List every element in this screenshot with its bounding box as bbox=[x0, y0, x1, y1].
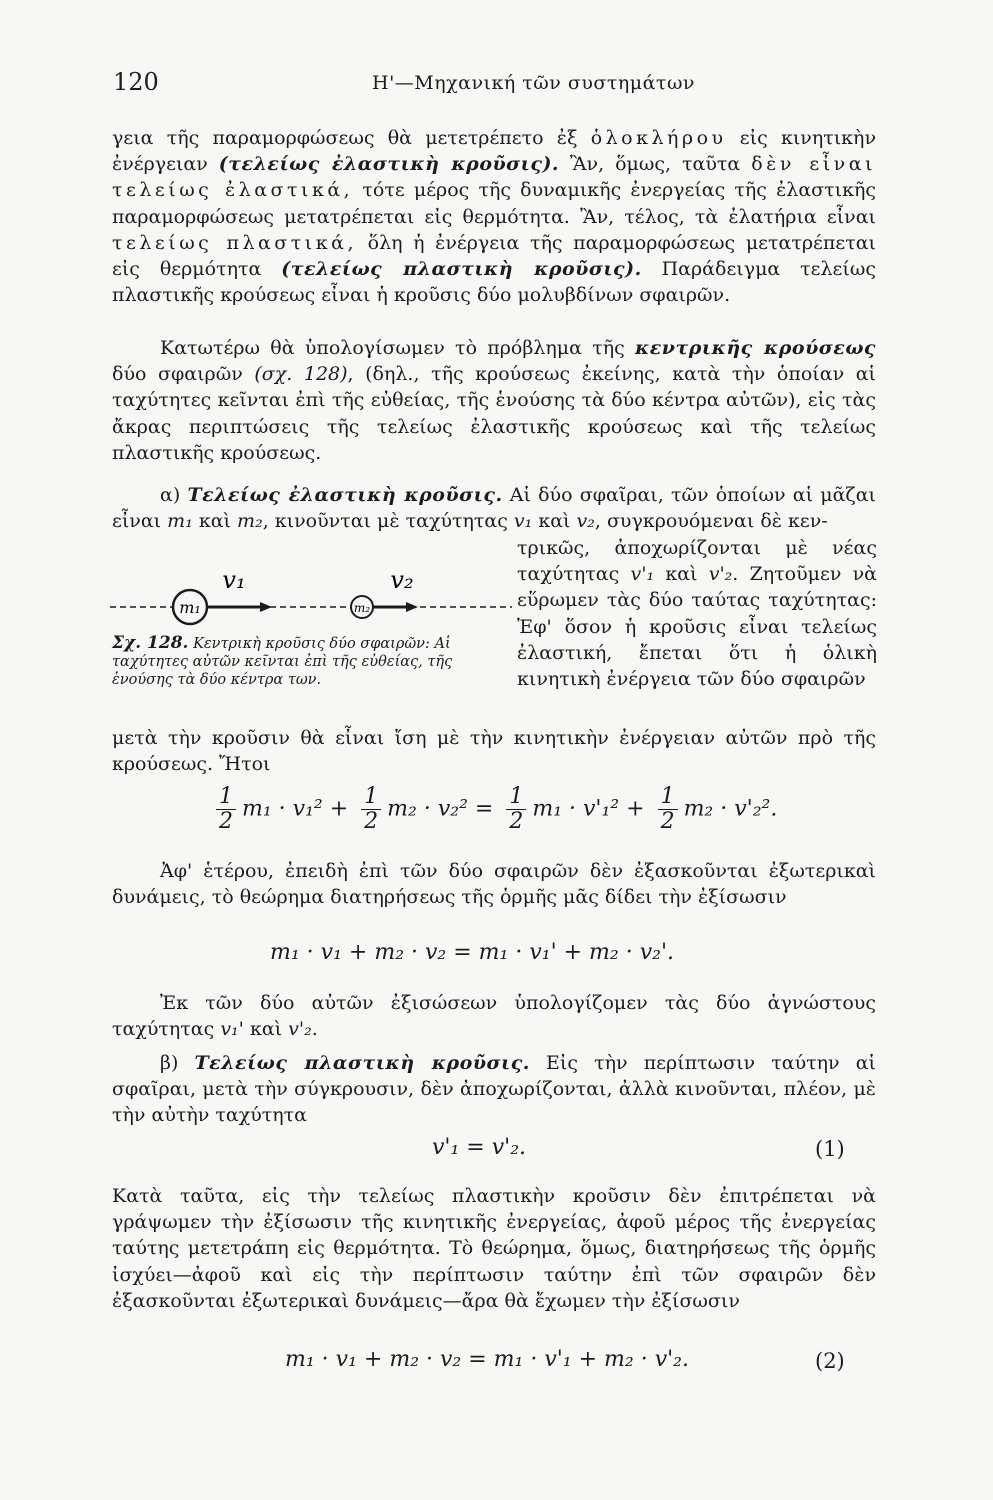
equation-1: v'₁ = v'₂. bbox=[432, 1135, 527, 1160]
page-number: 120 bbox=[113, 68, 159, 96]
p5-v1: v₁' bbox=[220, 1018, 244, 1041]
p1-text-a: γεια τῆς παραμορφώσεως θὰ μετετρέπετο ἐξ bbox=[112, 127, 591, 149]
equation-energy bbox=[210, 785, 777, 834]
paragraph-7 bbox=[112, 1183, 876, 1314]
eq-energy-t3: m₁ · v'₁² bbox=[532, 796, 620, 822]
p5-text-a: Ἐκ τῶν δύο αὐτῶν ἐξισώσεων ὑπολογίζομεν τὰς δύο ἀγνώστους ταχύτητας bbox=[112, 992, 876, 1041]
velocity-1-arrowhead bbox=[260, 602, 272, 612]
equation-2-number: (2) bbox=[815, 1349, 845, 1373]
velocity-2-arrowhead bbox=[406, 602, 418, 612]
paragraph-6 bbox=[112, 1050, 876, 1129]
p2-fig-ref: (σχ. 128) bbox=[254, 363, 348, 386]
p1-text-e: Ἂν, ὅμως, ταῦτα bbox=[559, 153, 752, 176]
paragraph-3 bbox=[112, 482, 876, 534]
eq-energy-plus-2: + bbox=[626, 796, 645, 822]
p1-term-plastic: (τελείως πλαστικὴ κροῦσις). bbox=[281, 258, 642, 281]
page-header bbox=[0, 68, 993, 104]
velocity-1-label: v₁ bbox=[222, 566, 246, 594]
caption-number: Σχ. 128. bbox=[112, 633, 189, 653]
frac-2: $\frac{1}{2}$ bbox=[361, 785, 381, 834]
p3-m1: m₁ bbox=[167, 510, 193, 533]
p3-label: α) bbox=[160, 484, 181, 506]
p1-text-k: Παράδειγμα τελείως πλαστικῆς κρούσεως εἶναι ἡ κροῦσις δύο μολυβδίνων σφαιρῶν. bbox=[112, 258, 876, 307]
equation-1-number: (1) bbox=[815, 1137, 845, 1161]
sphere-1-label: m₁ bbox=[179, 598, 201, 617]
p3-text-a: Αἱ δύο σφαῖραι, τῶν ὁποίων αἱ μᾶζαι εἶναι bbox=[112, 484, 876, 533]
velocity-2-label: v₂ bbox=[390, 566, 414, 594]
p6-text-a: Εἰς τὴν περίπτωσιν ταύτην αἱ σφαῖραι, μετὰ τὴν σύγκρουσιν, δὲν ἀποχωρίζονται, ἀλλὰ κινοῦνται, πλέον, μὲ τὴν αὐτὴν ταχύτητα bbox=[112, 1052, 876, 1127]
p1-spaced-plastic: τελείως πλαστικά, bbox=[112, 231, 357, 254]
p6-heading: Τελείως πλαστικὴ κροῦσις. bbox=[194, 1052, 530, 1074]
paragraph-4 bbox=[112, 858, 876, 910]
frac-3: $\frac{1}{2}$ bbox=[506, 785, 526, 834]
p7-text: Κατὰ ταῦτα, εἰς τὴν τελείως πλαστικὴν κροῦσιν δὲν ἐπιτρέπεται νὰ γράψωμεν τὴν ἐξίσωσιν τῆς κινητικῆς ἐνεργείας, ἀφοῦ μέρος τῆς ἐνεργείας ταύτης μετετράπη εἰς θερμότητα. Τὸ θεώρημα, ὅμως, διατηρήσεως τῆς ὁρμῆς ἰσχύει—ἀφοῦ καὶ εἰς τὴν περίπτωσιν ταύτην ἐπὶ τῶν σφαιρῶν δὲν ἐξασκοῦνται ἐξωτερικαὶ δυνάμεις—ἄρα θὰ ἔχωμεν τὴν ἐξίσωσιν bbox=[112, 1185, 876, 1312]
p3-text-d: καὶ bbox=[532, 510, 577, 533]
frac-1: $\frac{1}{2}$ bbox=[216, 785, 236, 834]
paragraph-3-continuation bbox=[112, 725, 876, 777]
p2-text-c: δύο σφαιρῶν bbox=[112, 363, 255, 386]
figure-128-caption bbox=[112, 634, 497, 689]
p3-v1: v₁ bbox=[513, 510, 533, 533]
rc-v1p: v'₁ bbox=[630, 563, 655, 586]
eq-energy-t1: m₁ · v₁² bbox=[242, 796, 323, 822]
p1-text-c: εἰς κινητικὴν ἐνέργειαν bbox=[112, 127, 876, 176]
p1-spaced-holou: ὁλοκλήρου bbox=[590, 127, 727, 149]
p1-text-g: τότε μέρος τῆς δυναμικῆς ἐνεργείας τῆς ἐλαστικῆς παραμορφώσεως μετατρέπεται εἰς θερμότητα. Ἂν, τέλος, τὰ ἐλατήρια εἶναι bbox=[112, 179, 876, 228]
rc-text-b: καὶ bbox=[654, 563, 709, 586]
p4-text: Ἀφ' ἑτέρου, ἐπειδὴ ἐπὶ τῶν δύο σφαιρῶν δὲν ἐξασκοῦνται ἐξωτερικαὶ δυνάμεις, τὸ θεώρημα διατηρήσεως τῆς ὁρμῆς μᾶς δίδει τὴν ἐξίσωσιν bbox=[112, 860, 876, 909]
eq-energy-t2: m₂ · v₂² bbox=[387, 796, 468, 822]
p3-text-e: , συγκρουόμεναι δὲ κεν- bbox=[594, 510, 828, 533]
equation-momentum: m₁ · v₁ + m₂ · v₂ = m₁ · v₁' + m₂ · v₂'. bbox=[270, 940, 674, 965]
figure-128-diagram bbox=[110, 562, 512, 640]
equation-2: m₁ · v₁ + m₂ · v₂ = m₁ · v'₁ + m₂ · v'₂. bbox=[285, 1347, 689, 1372]
rc-text-c: . Ζητοῦμεν νὰ εὕρωμεν τὰς δύο ταύτας ταχύτητας: Ἐφ' ὅσον ἡ κροῦσις εἶναι τελείως ἐλαστική, ἔπεται ὅτι ἡ ὁλικὴ κινητικὴ ἐνέργεια τῶν δύο σφαιρῶν bbox=[517, 563, 878, 691]
p1-text-i: ὅλη ἡ ἐνέργεια τῆς παραμορφώσεως μετατρέπεται εἰς θερμότητα bbox=[112, 231, 876, 281]
p2-text-e: , (δηλ., τῆς κρούσεως ἐκείνης, κατὰ τὴν ὁποίαν αἱ ταχύτητες κεῖνται ἐπὶ τῆς εὐθείας, τῆς ἑνούσης τὰ δύο κέντρα αὐτῶν), εἰς τὰς ἄκρας περιπτώσεις τῆς τελείως ἐλαστικῆς κρούσεως καὶ τῆς τελείως πλαστικῆς κρούσεως. bbox=[112, 363, 876, 464]
p6-label: β) bbox=[160, 1052, 179, 1074]
p3-m2: m₂ bbox=[237, 510, 263, 533]
paragraph-3-right-column bbox=[517, 535, 877, 692]
p5-text-b: καὶ bbox=[243, 1018, 289, 1041]
eq-energy-equals: = bbox=[474, 796, 494, 822]
p3-text-c: , κινοῦνται μὲ ταχύτητας bbox=[262, 510, 514, 533]
running-title: Η'—Μηχανική τῶν συστημάτων bbox=[372, 72, 695, 94]
p5-v2: v'₂ bbox=[288, 1018, 312, 1041]
rc-v2p: v'₂ bbox=[708, 563, 733, 586]
paragraph-5 bbox=[112, 990, 876, 1042]
p3-text-b: καὶ bbox=[192, 510, 238, 533]
p2-text-a: Κατωτέρω θὰ ὑπολογίσωμεν τὸ πρόβλημα τῆς bbox=[160, 337, 635, 359]
frac-4: $\frac{1}{2}$ bbox=[658, 785, 678, 834]
p3-cont-text: μετὰ τὴν κροῦσιν θὰ εἶναι ἴση μὲ τὴν κινητικὴν ἐνέργειαν αὐτῶν πρὸ τῆς κρούσεως. Ἤτοι bbox=[112, 727, 876, 776]
eq-energy-plus-1: + bbox=[329, 796, 349, 822]
p1-spaced-not-elastic: δὲν εἶναι τελείως ἐλαστικά, bbox=[112, 153, 876, 202]
caption-text: Κεντρικὴ κροῦσις δύο σφαιρῶν: Αἱ ταχύτητες αὐτῶν κεῖνται ἐπὶ τῆς εὐθείας, τῆς ἑνούσης τὰ δύο κέντρα των. bbox=[112, 636, 453, 688]
p3-v2: v₂ bbox=[576, 510, 595, 533]
paragraph-1 bbox=[112, 125, 876, 308]
p2-term-central: κεντρικῆς κρούσεως bbox=[635, 337, 876, 359]
eq-energy-t4: m₂ · v'₂². bbox=[683, 796, 778, 822]
p5-text-c: . bbox=[311, 1018, 318, 1041]
paragraph-2 bbox=[112, 335, 876, 466]
sphere-2-label: m₂ bbox=[353, 601, 371, 615]
p1-term-elastic: (τελείως ἐλαστικὴ κροῦσις). bbox=[218, 153, 560, 176]
p3-heading: Τελείως ἐλαστικὴ κροῦσις. bbox=[187, 484, 503, 506]
rc-text-a: τρικῶς, ἀποχωρίζονται μὲ νέας ταχύτητας bbox=[517, 537, 877, 586]
